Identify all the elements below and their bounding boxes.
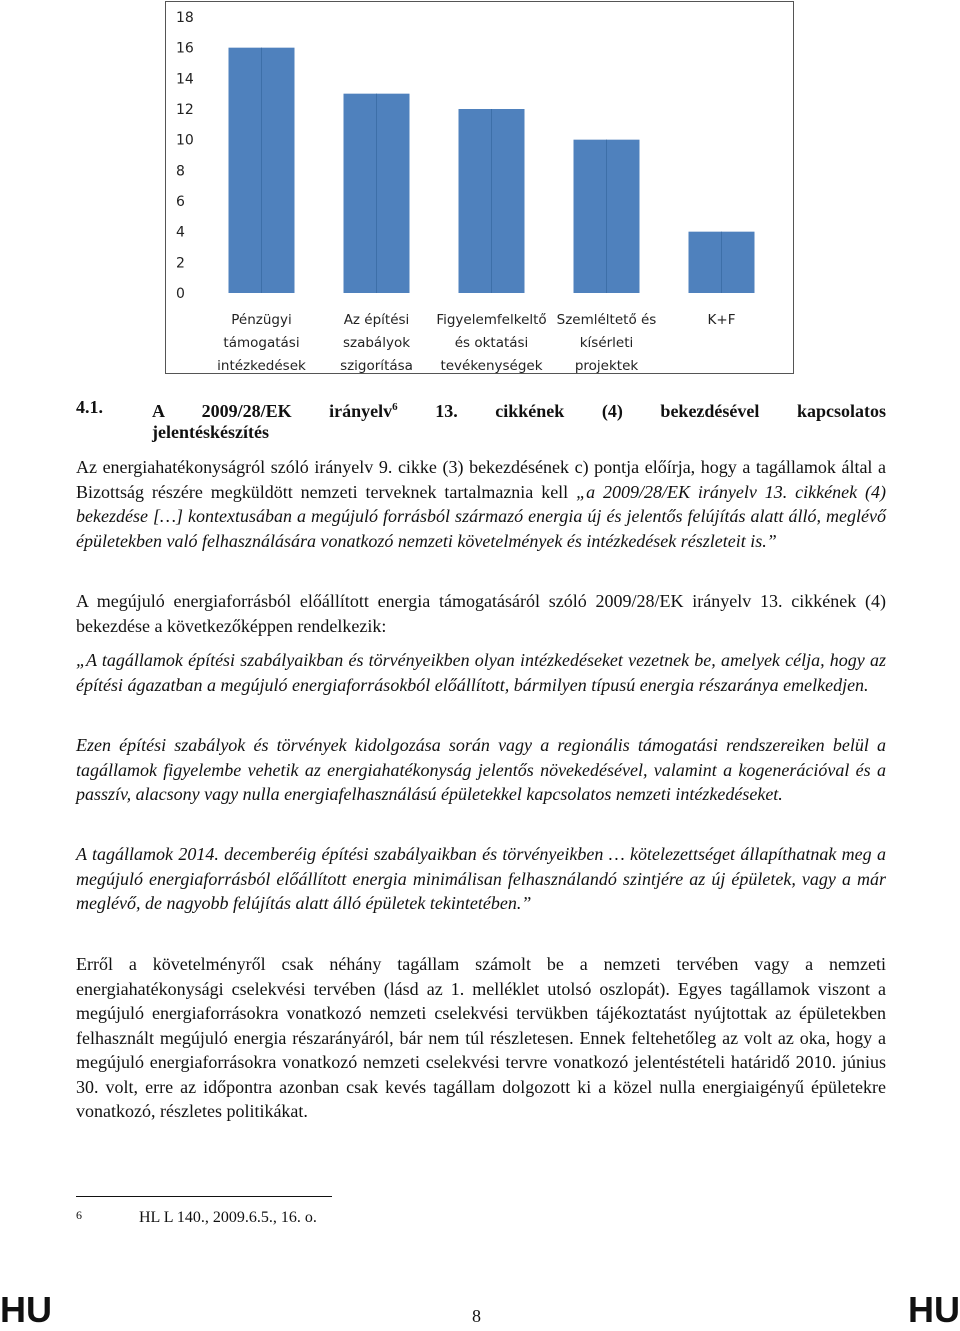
- section-number: 4.1.: [76, 397, 103, 417]
- section-title-line2: jelentéskészítés: [152, 422, 269, 442]
- paragraph-text-segment: A tagállamok 2014. decemberéig építési szabályaikban és törvényeikben … kötelezettséget állapíthatnak meg a megújuló energiaforrásból előállított energia minimálisan felhasználandó szintjére az új épületek, vagy a már meglévő, de nagyobb felújítás alatt álló épületek tekintetében.”: [76, 844, 886, 913]
- category-label: szigorítása: [340, 358, 413, 374]
- y-tick-label: 8: [176, 163, 185, 180]
- category-label: projektek: [574, 358, 639, 374]
- section-title-text: A 2009/28/EK irányelv: [152, 401, 393, 421]
- language-code-right: HU: [908, 1289, 960, 1330]
- bar-chart: [165, 1, 794, 374]
- category-label: intézkedések: [217, 358, 306, 374]
- category-label: Szemléltető és: [556, 312, 657, 328]
- quoted-paragraph-1: [76, 648, 886, 697]
- language-code-left: HU: [0, 1289, 52, 1330]
- category-label: és oktatási: [454, 335, 529, 351]
- category-label: kísérleti: [579, 335, 634, 351]
- paragraph-3: [76, 952, 886, 1124]
- category-label: K+F: [707, 312, 736, 328]
- category-label: támogatási: [223, 335, 300, 351]
- chart-canvas: [166, 2, 795, 375]
- y-tick-label: 6: [176, 194, 185, 210]
- paragraph-text-segment: Ezen építési szabályok és törvények kidolgozása során vagy a regionális támogatási rendszereiken belül a tagállamok figyelembe vehetik az energiahatékonyság jelentős növekedésével, valamint a kogenerációval és a passzív, alacsony vagy nulla energiafelhasználású épületekkel kapcsolatos nemzeti intézkedéseket.: [76, 735, 886, 804]
- category-label: szabályok: [342, 335, 411, 351]
- y-tick-label: 18: [176, 10, 194, 26]
- footnote-divider: [76, 1196, 332, 1197]
- category-label: Az építési: [343, 312, 410, 328]
- paragraph-2: [76, 589, 886, 638]
- paragraph-text-segment: Erről a követelményről csak néhány tagállam számolt be a nemzeti tervében vagy a nemzeti energiahatékonysági cselekvési tervében (lásd az 1. melléklet utolsó oszlopát). Egyes tagállamok viszont a megújuló energiaforrásokra vonatkozó nemzeti cselekvési tervükben tájékoztatást nyújtottak az épületekben felhasznált megújuló energia részarányáról, bár nem túl részletesen. Ennek feltehetőleg az volt az oka, hogy a megújuló energiaforrásokra vonatkozó nemzeti cselekvési tervre vonatkozó jelentéstételi határidő 2010. június 30. volt, erre az időpontra azonban csak kevés tagállam dolgozott ki a közel nulla energiaigényű épületekre vonatkozó, részletes politikákat.: [76, 954, 886, 1121]
- paragraph-text-segment: Az energiahatékonyságról szóló irányelv 9. cikke (3) bekezdésének c) pontja előírja, hogy a tagállamok által a Bizottság részére megküldött nemzeti terveknek tartalmaznia kell: [76, 457, 886, 502]
- category-label: tevékenységek: [440, 358, 543, 374]
- quoted-paragraph-3: [76, 842, 886, 916]
- y-tick-label: 14: [176, 71, 194, 88]
- footnote-number: 6: [76, 1208, 82, 1222]
- quoted-paragraph-2: [76, 733, 886, 807]
- paragraph-1: [76, 455, 886, 553]
- footnote-reference: 6: [392, 401, 398, 413]
- paragraph-text-segment: „a 2009/28/EK irányelv 13. cikkének (4) bekezdése […] kontextusában a megújuló forrásból származó energia új és jelentős felújítás alatt álló, meglévő épületekben való felhasználására vonatkozó nemzeti követelmények és intézkedések részleteit is.”: [76, 481, 886, 551]
- y-tick-label: 10: [176, 132, 194, 149]
- y-tick-label: 4: [176, 224, 185, 241]
- page-number: 8: [472, 1306, 481, 1326]
- y-tick-label: 0: [176, 286, 185, 302]
- y-tick-label: 2: [176, 255, 185, 272]
- category-label: Pénzügyi: [231, 312, 292, 328]
- category-label: Figyelemfelkeltő: [436, 312, 547, 328]
- y-tick-label: 12: [176, 102, 194, 118]
- footnote-text: HL L 140., 2009.6.5., 16. o.: [139, 1209, 317, 1226]
- paragraph-text-segment: „A tagállamok építési szabályaikban és törvényeikben olyan intézkedéseket vezetnek be, amelyek célja, hogy az építési ágazatban a megújuló energiaforrásokból előállított, bármilyen típusú energia részaránya emelkedjen.: [76, 650, 886, 695]
- paragraph-text-segment: A megújuló energiaforrásból előállított energia támogatásáról szóló 2009/28/EK irányelv 13. cikkének (4) bekezdése a következőképpen rendelkezik:: [76, 591, 886, 636]
- section-title-text-rest: 13. cikkének (4) bekezdésével kapcsolatos: [397, 401, 886, 421]
- y-tick-label: 16: [176, 40, 194, 57]
